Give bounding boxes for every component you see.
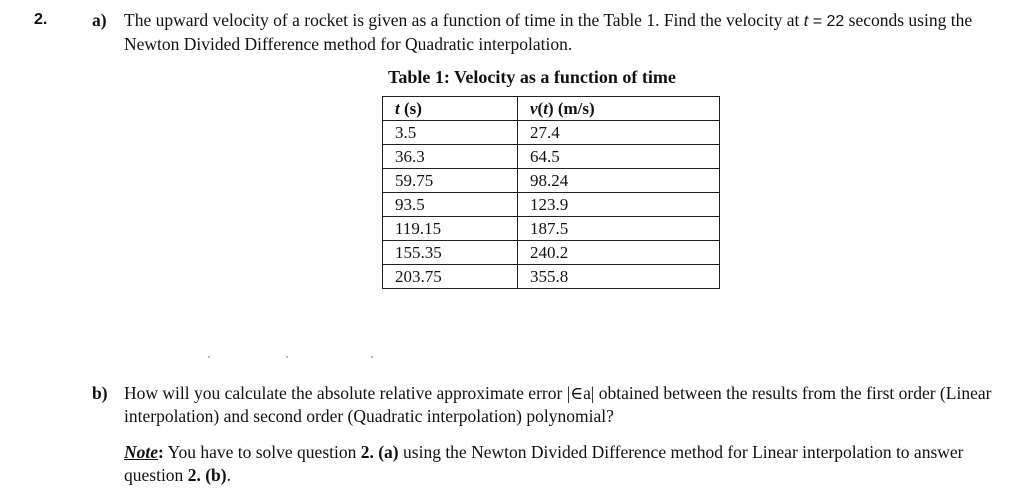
time-value: = 22 xyxy=(808,13,845,30)
table-row xyxy=(383,169,720,193)
question-number: 2. xyxy=(34,11,48,28)
note xyxy=(124,441,984,487)
table-cell-velocity: 187.5 xyxy=(518,217,720,241)
part-b-text-after: obtained between the results from the first order (Linear interpolation) and second order (Quadratic interpolation) polynomial? xyxy=(124,383,992,426)
table-cell-velocity: 123.9 xyxy=(518,193,720,217)
note-text-3: . xyxy=(226,465,231,485)
table-cell-time: 203.75 xyxy=(383,265,518,289)
time-variable: t xyxy=(803,13,809,30)
note-colon: : xyxy=(158,442,164,462)
part-b-label: b) xyxy=(92,383,108,403)
table-cell-time: 93.5 xyxy=(383,193,518,217)
table-header-time: t (s) xyxy=(383,97,518,121)
part-a-text xyxy=(124,9,992,56)
table-caption: Table 1: Velocity as a function of time xyxy=(388,67,676,87)
table-cell-velocity: 98.24 xyxy=(518,169,720,193)
table-cell-velocity: 64.5 xyxy=(518,145,720,169)
note-label: Note xyxy=(124,442,159,462)
table-header-velocity: v(t) (m/s) xyxy=(518,97,720,121)
part-b-text-before: How will you calculate the absolute relative approximate error xyxy=(124,383,567,403)
scan-speck xyxy=(286,356,288,358)
velocity-table xyxy=(382,96,720,289)
note-text-2: using the Newton Divided Difference method for Linear interpolation to answer question xyxy=(124,442,964,485)
table-cell-time: 3.5 xyxy=(383,121,518,145)
table-cell-time: 59.75 xyxy=(383,169,518,193)
table-row xyxy=(383,145,720,169)
table-cell-velocity: 27.4 xyxy=(518,121,720,145)
note-ref-b: 2. (b) xyxy=(187,465,227,485)
part-b xyxy=(92,382,992,428)
table-header-row xyxy=(383,97,720,121)
table-row xyxy=(383,217,720,241)
scan-speck xyxy=(371,356,373,358)
table-cell-velocity: 240.2 xyxy=(518,241,720,265)
table-cell-time: 119.15 xyxy=(383,217,518,241)
part-b-text xyxy=(124,382,992,428)
table-row xyxy=(383,241,720,265)
part-a-equation xyxy=(804,13,844,30)
note-ref-a: 2. (a) xyxy=(360,442,399,462)
note-text-1: You have to solve question xyxy=(163,442,361,462)
scan-speck xyxy=(208,356,210,358)
table-cell-time: 155.35 xyxy=(383,241,518,265)
part-a xyxy=(92,9,992,56)
table-row xyxy=(383,265,720,289)
part-a-text-after: seconds using the Newton Divided Difference method for Quadratic interpolation. xyxy=(124,10,973,54)
table-cell-time: 36.3 xyxy=(383,145,518,169)
table-row xyxy=(383,121,720,145)
part-a-label: a) xyxy=(92,10,107,30)
part-a-text-before: The upward velocity of a rocket is given as a function of time in the Table 1. Find the velocity at xyxy=(124,10,804,30)
table-cell-velocity: 355.8 xyxy=(518,265,720,289)
table-row xyxy=(383,193,720,217)
error-symbol: |∈a| xyxy=(566,383,595,403)
